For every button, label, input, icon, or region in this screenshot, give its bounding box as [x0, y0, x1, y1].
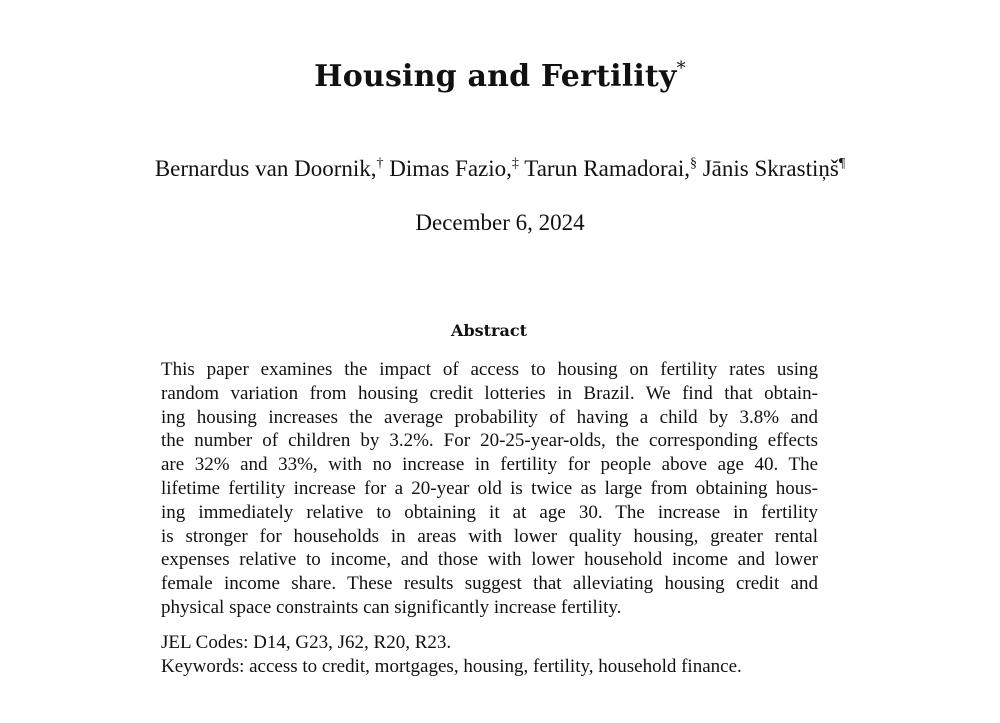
author-name: Tarun Ramadorai,	[524, 156, 690, 181]
abstract-line: physical space constraints can significantly increase fertility.	[161, 596, 622, 618]
paper-title-text: Housing and Fertility	[314, 59, 677, 94]
abstract-line: This paper examines the impact of access to housing on fertility rates using	[161, 359, 818, 380]
paper-title	[0, 58, 1000, 94]
abstract-line: the number of children by 3.2%. For 20-25-year-olds, the corresponding effects	[161, 430, 818, 452]
abstract-body	[161, 358, 818, 620]
abstract-heading: Abstract	[451, 321, 527, 340]
abstract-line: are 32% and 33%, with no increase in fertility for people above age 40. The	[161, 454, 818, 476]
author-footnote-mark: ‡	[511, 156, 519, 171]
title-footnote-mark: *	[676, 58, 686, 79]
abstract-line: random variation from housing credit lotteries in Brazil. We find that obtain-	[161, 382, 818, 404]
author-name: Dimas Fazio,	[389, 156, 512, 181]
keywords: Keywords: access to credit, mortgages, housing, fertility, household finance.	[161, 656, 742, 677]
author-footnote-mark: §	[689, 156, 697, 171]
author-name: Jānis Skrastiņš	[702, 156, 839, 181]
author-name: Bernardus van Doornik,	[154, 156, 377, 181]
abstract-line: lifetime fertility increase for a 20-year old is twice as large from obtaining hous-	[161, 477, 818, 499]
author-footnote-mark: †	[376, 156, 384, 171]
abstract-line: female income share. These results suggest that alleviating housing credit and	[161, 573, 818, 595]
abstract-line: expenses relative to income, and those with lower household income and lower	[161, 549, 818, 571]
abstract-line: ing immediately relative to obtaining it at age 30. The increase in fertility	[161, 501, 818, 523]
abstract-line: ing housing increases the average probability of having a child by 3.8% and	[161, 406, 818, 428]
abstract-line: is stronger for households in areas with lower quality housing, greater rental	[161, 525, 818, 547]
author-list	[0, 156, 1000, 182]
author-footnote-mark: ¶	[838, 156, 846, 171]
jel-codes: JEL Codes: D14, G23, J62, R20, R23.	[161, 632, 452, 653]
publication-date: December 6, 2024	[415, 210, 585, 235]
